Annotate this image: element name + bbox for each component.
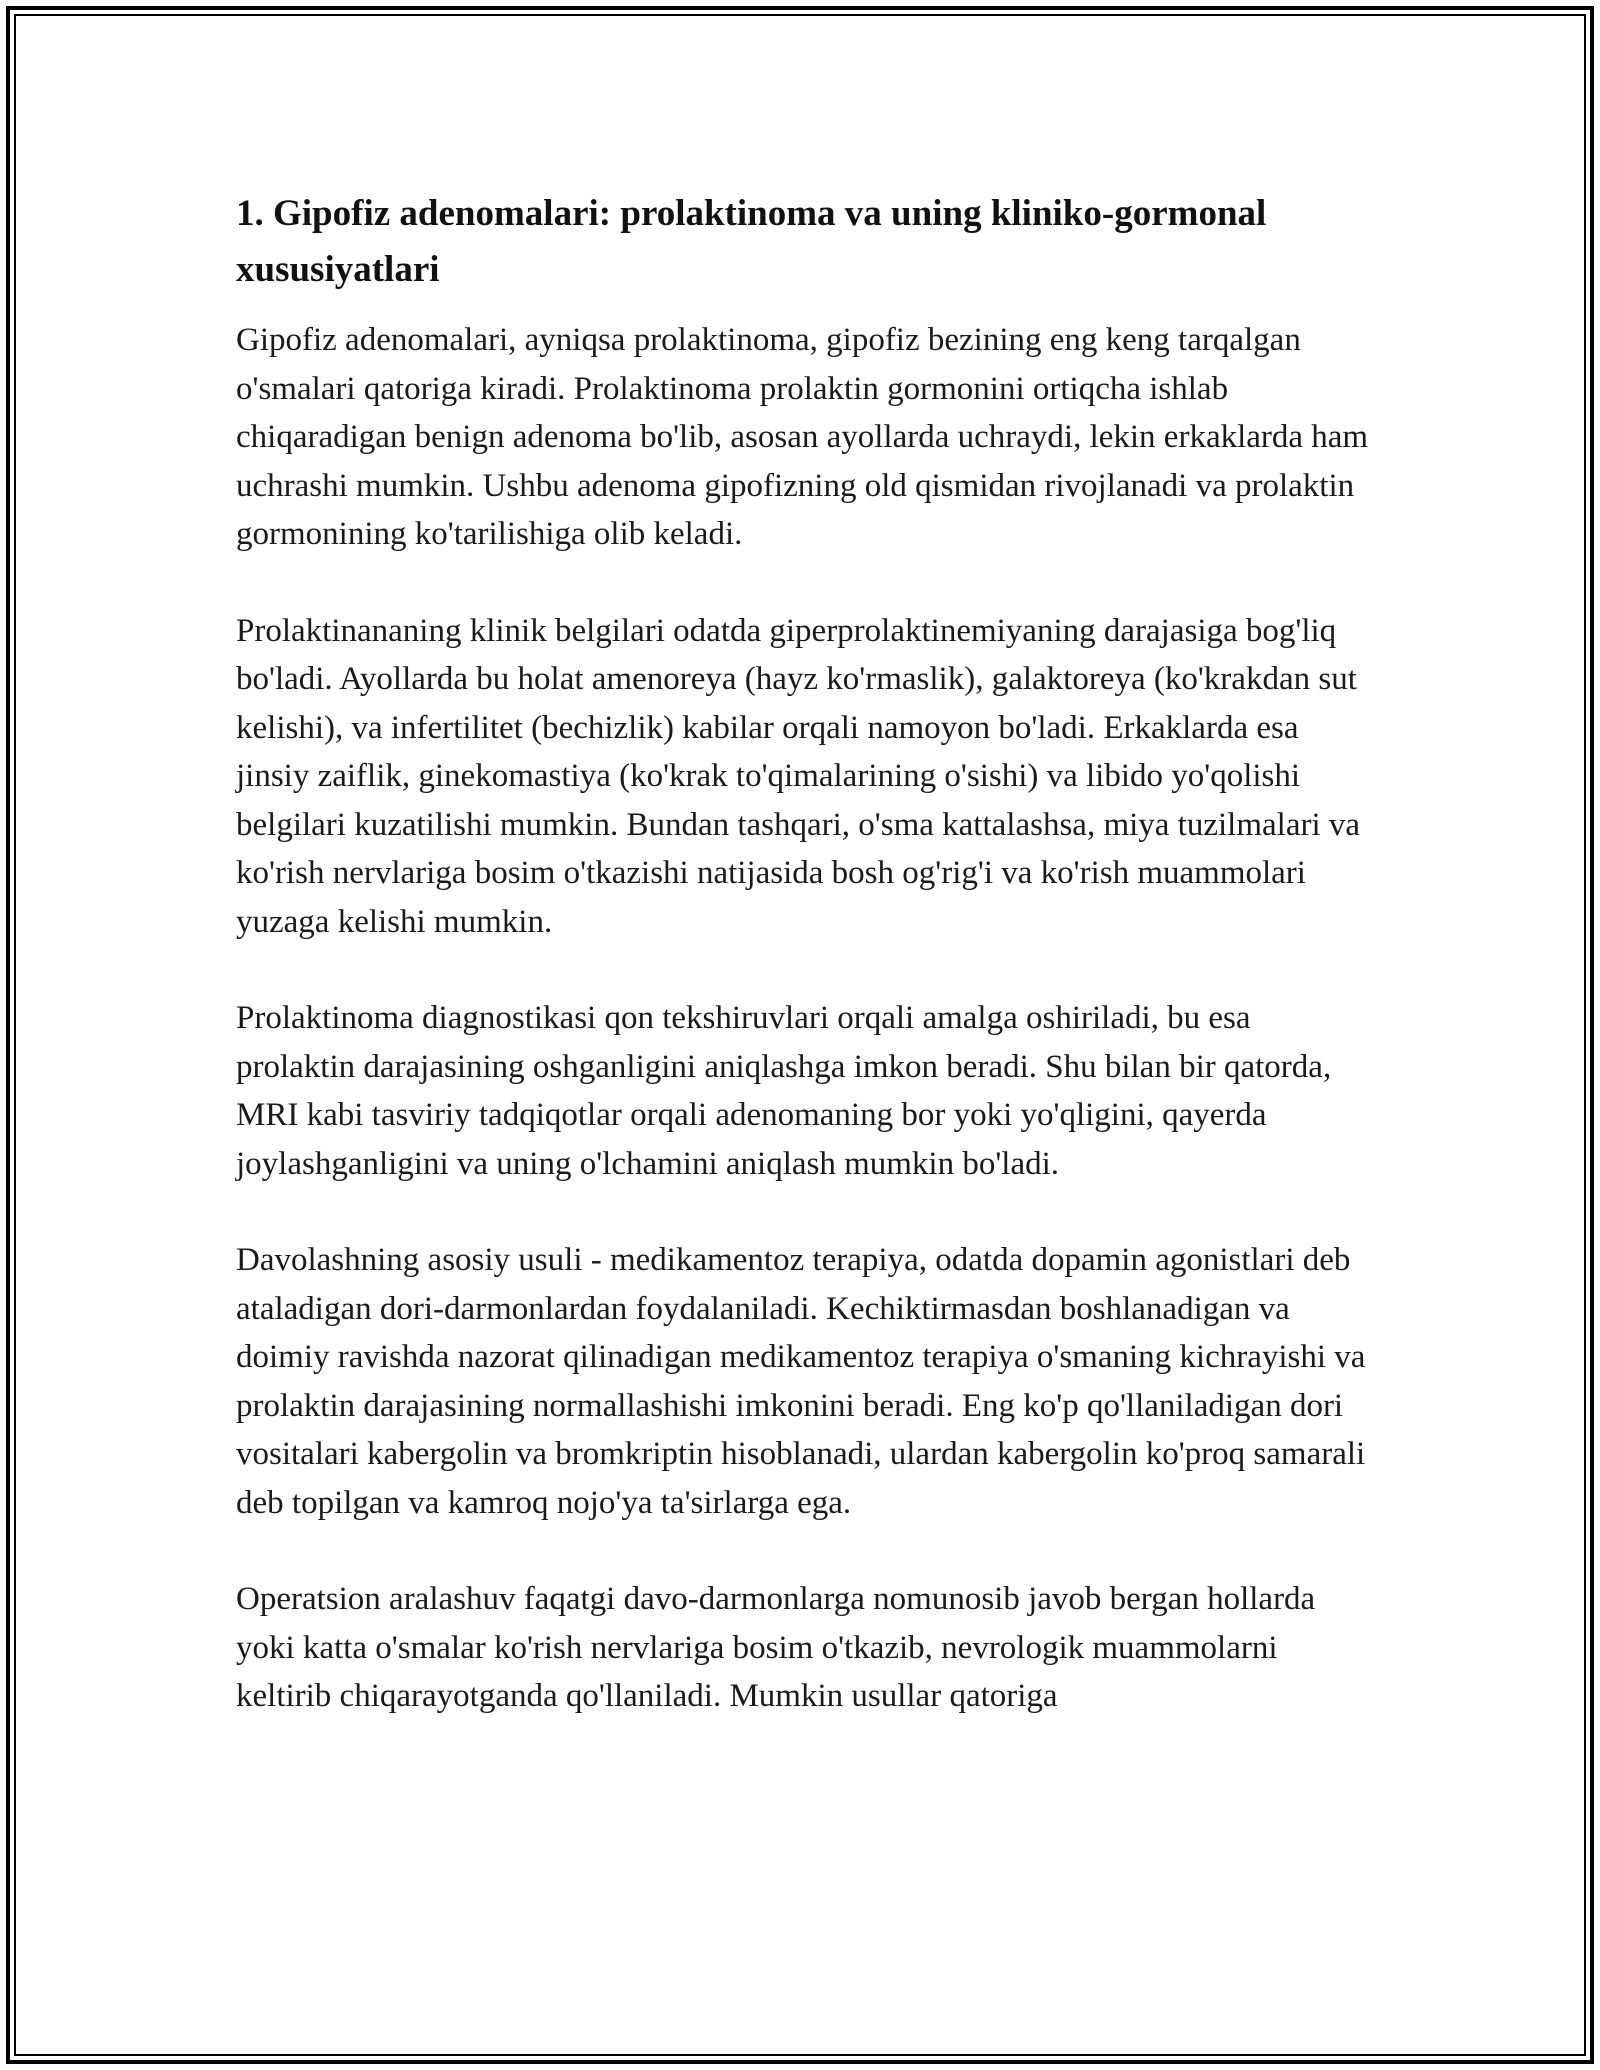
paragraph-diagnostics: Prolaktinoma diagnostikasi qon tekshiruvlari orqali amalga oshiriladi, bu esa prolaktin darajasining oshganligini aniqlashga imkon beradi. Shu bilan bir qatorda, MRI kabi tasviriy tadqiqotlar orqali adenomaning bor yoki yo'qligini, qayerda joylashganligini va uning o'lchamini aniqlash mumkin bo'ladi. bbox=[236, 1000, 1332, 1182]
document-body bbox=[236, 186, 1376, 1769]
paragraph-clinical-signs: Prolaktinananing klinik belgilari odatda giperprolaktinemiyaning darajasiga bog'liq bo'ladi. Ayollarda bu holat amenoreya (hayz ko'rmaslik), galaktoreya (ko'krakdan sut kelishi), va infertilitet (bechizlik) kabilar orqali namoyon bo'ladi. Erkaklarda esa jinsiy zaiflik, ginekomastiya (ko'krak to'qimalarining o'sishi) va libido yo'qolishi belgilari kuzatilishi mumkin. Bundan tashqari, o'sma kattalashsa, miya tuzilmalari va ko'rish nervlariga bosim o'tkazishi natijasida bosh og'rig'i va ko'rish muammolari yuzaga kelishi mumkin. bbox=[236, 612, 1361, 940]
paragraph-treatment: Davolashning asosiy usuli - medikamentoz terapiya, odatda dopamin agonistlari deb ataladigan dori-darmonlardan foydalaniladi. Kechiktirmasdan boshlanadigan va doimiy ravishda nazorat qilinadigan medikamentoz terapiya o'smaning kichrayishi va prolaktin darajasining normallashishi imkonini beradi. Eng ko'p qo'llaniladigan dori vositalari kabergolin va bromkriptin hisoblanadi, ulardan kabergolin ko'proq samarali deb topilgan va kamroq nojo'ya ta'sirlarga ega. bbox=[236, 1242, 1366, 1521]
paragraph-intro: Gipofiz adenomalari, ayniqsa prolaktinoma, gipofiz bezining eng keng tarqalgan o'smalari qatoriga kiradi. Prolaktinoma prolaktin gormonini ortiqcha ishlab chiqaradigan benign adenoma bo'lib, asosan ayollarda uchraydi, lekin erkaklarda ham uchrashi mumkin. Ushbu adenoma gipofizning old qismidan rivojlanadi va prolaktin gormonining ko'tarilishiga olib keladi. bbox=[236, 322, 1369, 552]
section-heading: 1. Gipofiz adenomalari: prolaktinoma va uning kliniko-gormonal xususiyatlari bbox=[236, 193, 1267, 290]
paragraph-surgery: Operatsion aralashuv faqatgi davo-darmonlarga nomunosib javob bergan hollarda yoki katta o'smalar ko'rish nervlariga bosim o'tkazib, nevrologik muammolarni keltirib chiqarayotganda qo'llaniladi. Mumkin usullar qatoriga bbox=[236, 1581, 1316, 1714]
